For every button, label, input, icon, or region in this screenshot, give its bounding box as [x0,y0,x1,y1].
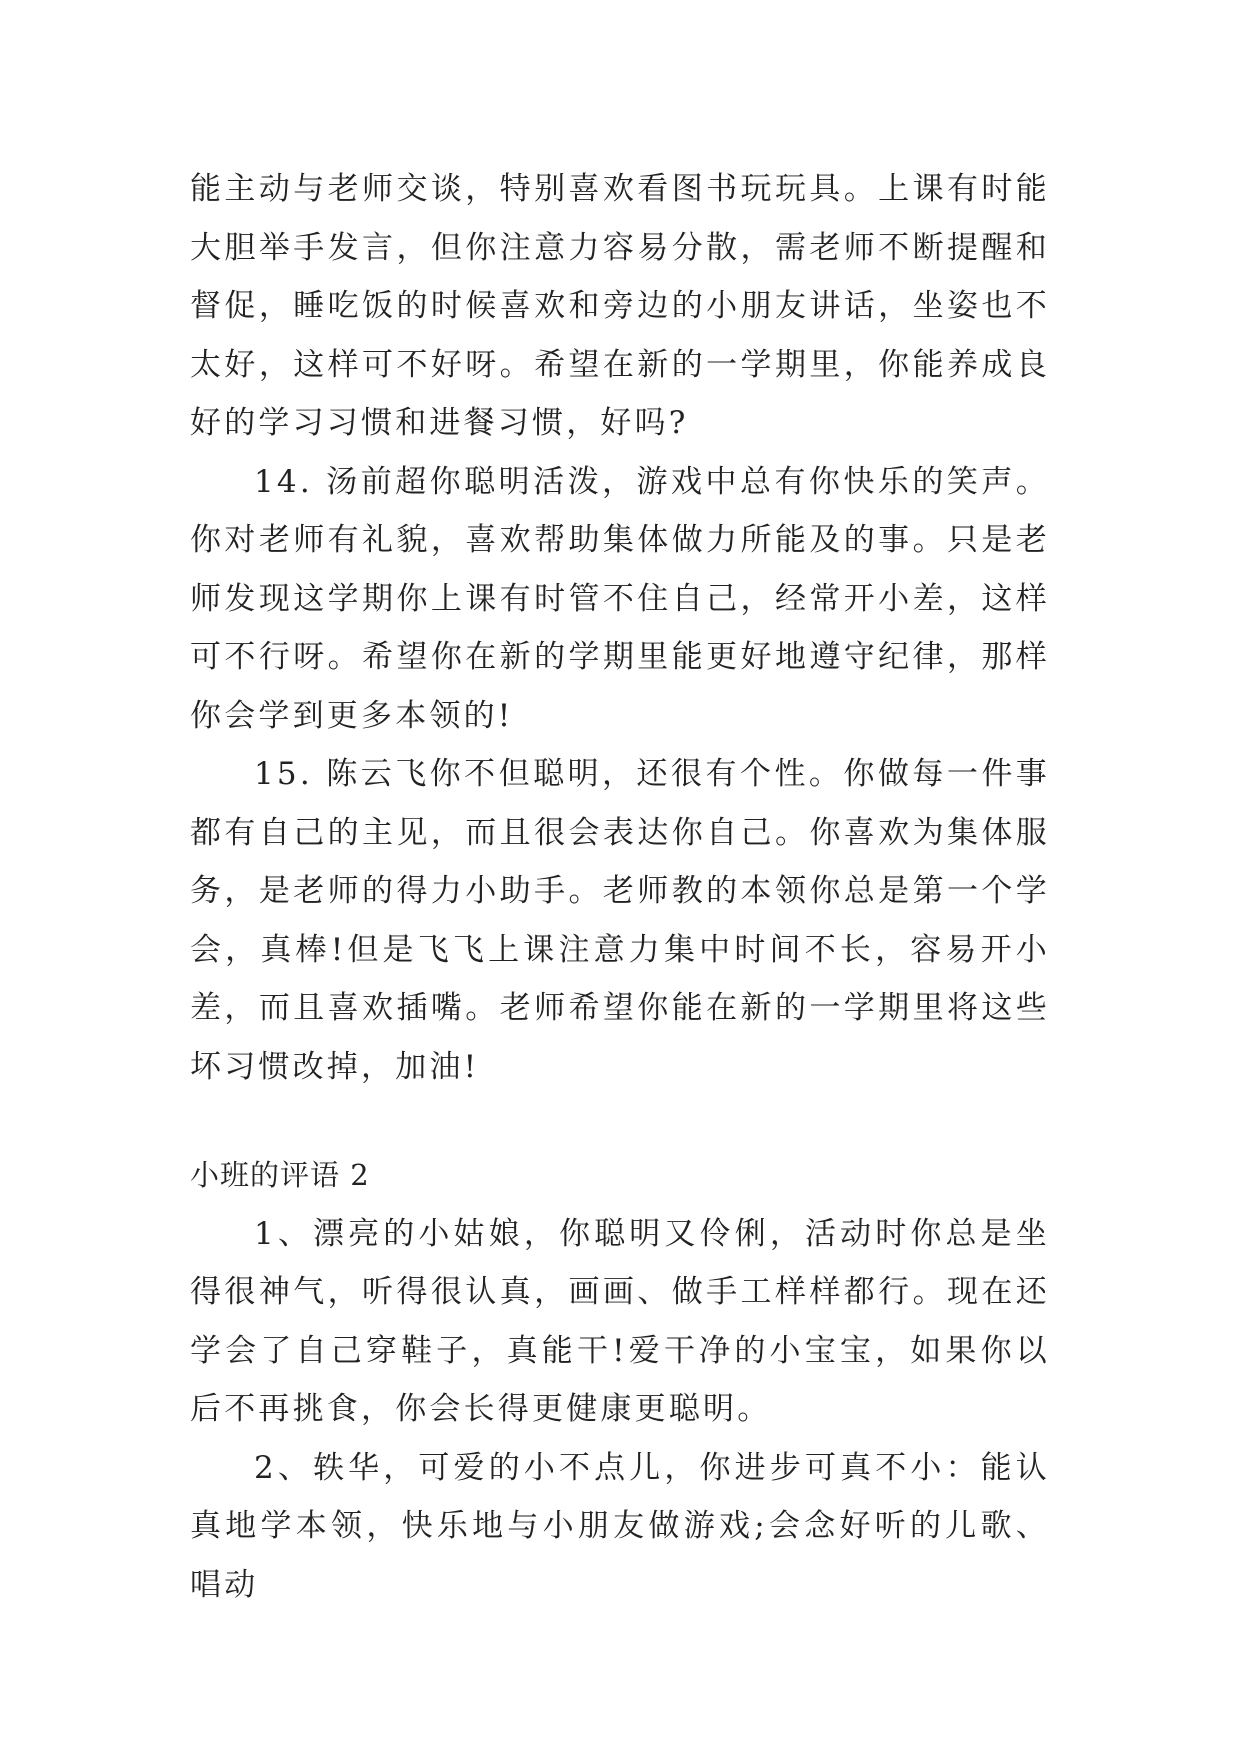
paragraph-item-14: 14. 汤前超你聪明活泼，游戏中总有你快乐的笑声。你对老师有礼貌，喜欢帮助集体做力所能及的事。只是老师发现这学期你上课有时管不住自己，经常开小差，这样可不行呀。希望你在新的学期里能更好地遵守纪律，那样你会学到更多本领的! [190,463,1050,734]
paragraph-item-15: 15. 陈云飞你不但聪明，还很有个性。你做每一件事都有自己的主见，而且很会表达你自己。你喜欢为集体服务，是老师的得力小助手。老师教的本领你总是第一个学会，真棒!但是飞飞上课注意力集中时间不长，容易开小差，而且喜欢插嘴。老师希望你能在新的一学期里将这些坏习惯改掉，加油! [190,756,1050,1085]
paragraph-item-2: 2、轶华，可爱的小不点儿，你进步可真不小：能认真地学本领，快乐地与小朋友做游戏;会念好听的儿歌、唱动 [190,1449,1050,1603]
paragraph-item-1: 1、漂亮的小姑娘，你聪明又伶俐，活动时你总是坐得很神气，听得很认真，画画、做手工样样都行。现在还学会了自己穿鞋子，真能干!爱干净的小宝宝，如果你以后不再挑食，你会长得更健康更聪明。 [190,1215,1050,1427]
paragraph-continuation: 能主动与老师交谈，特别喜欢看图书玩玩具。上课有时能大胆举手发言，但你注意力容易分散，需老师不断提醒和督促，睡吃饭的时候喜欢和旁边的小朋友讲话，坐姿也不太好，这样可不好呀。希望在新的一学期里，你能养成良好的学习习惯和进餐习惯，好吗? [190,171,1050,441]
section-spacer [190,1096,1050,1146]
section-title: 小班的评语 2 [190,1158,370,1192]
document-body [190,160,1050,1614]
